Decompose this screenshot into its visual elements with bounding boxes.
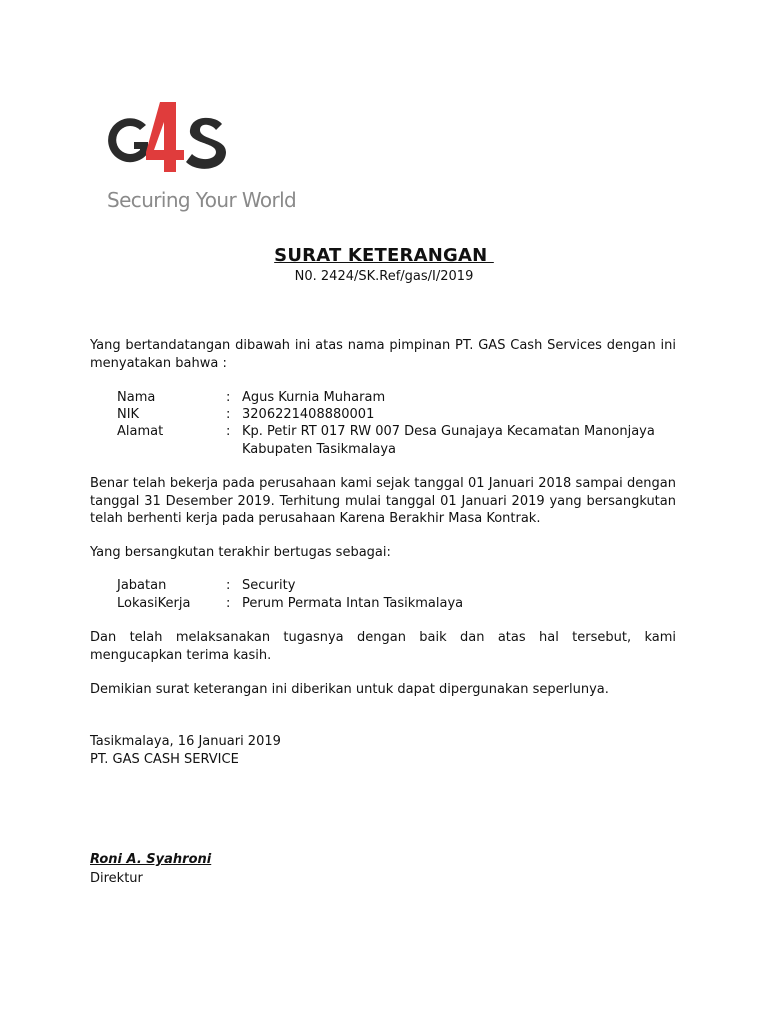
logo-tagline: Securing Your World	[107, 188, 297, 212]
letter-title-text: SURAT KETERANGAN	[274, 245, 494, 266]
field-value: Perum Permata Intan Tasikmalaya	[242, 596, 464, 611]
g4s-logo-icon	[104, 100, 304, 180]
field-colon: :	[226, 596, 231, 611]
reference-number: N0. 2424/SK.Ref/gas/I/2019	[294, 269, 474, 284]
company-name: PT. GAS CASH SERVICE	[90, 752, 239, 767]
closing-paragraph: Demikian surat keterangan ini diberikan untuk dapat dipergunakan seperlunya.	[90, 682, 609, 697]
place-date: Tasikmalaya, 16 Januari 2019	[90, 734, 281, 749]
employment-paragraph: Benar telah bekerja pada perusahaan kami sejak tanggal 01 Januari 2018 sampai dengan tanggal 31 Desember 2019. Terhitung mulai tanggal 01 Januari 2019 yang bersangkutan telah berhenti kerja pada perusahaan Karena Berakhir Masa Kontrak.	[90, 476, 676, 526]
field-label: Alamat	[117, 424, 164, 439]
field-colon: :	[226, 578, 231, 593]
field-value: 3206221408880001	[242, 407, 375, 422]
field-colon: :	[226, 424, 231, 439]
signer-name: Roni A. Syahroni	[90, 852, 212, 867]
field-colon: :	[226, 407, 231, 422]
signer-title: Direktur	[90, 871, 143, 886]
last-duty-intro: Yang bersangkutan terakhir bertugas sebagai:	[90, 545, 391, 560]
company-logo	[104, 100, 304, 220]
field-label: Nama	[117, 390, 156, 405]
field-label: LokasiKerja	[117, 596, 191, 611]
letter-title	[0, 245, 768, 266]
field-label: Jabatan	[117, 578, 167, 593]
field-value: Agus Kurnia Muharam	[242, 390, 386, 405]
field-value: Kp. Petir RT 017 RW 007 Desa Gunajaya Kecamatan Manonjaya Kabupaten Tasikmalaya	[242, 424, 655, 457]
field-label: NIK	[117, 407, 140, 422]
thanks-paragraph: Dan telah melaksanakan tugasnya dengan baik dan atas hal tersebut, kami mengucapkan terima kasih.	[90, 630, 676, 663]
intro-paragraph: Yang bertandatangan dibawah ini atas nama pimpinan PT. GAS Cash Services dengan ini menyatakan bahwa :	[90, 338, 676, 371]
field-colon: :	[226, 390, 231, 405]
field-value: Security	[242, 578, 296, 593]
